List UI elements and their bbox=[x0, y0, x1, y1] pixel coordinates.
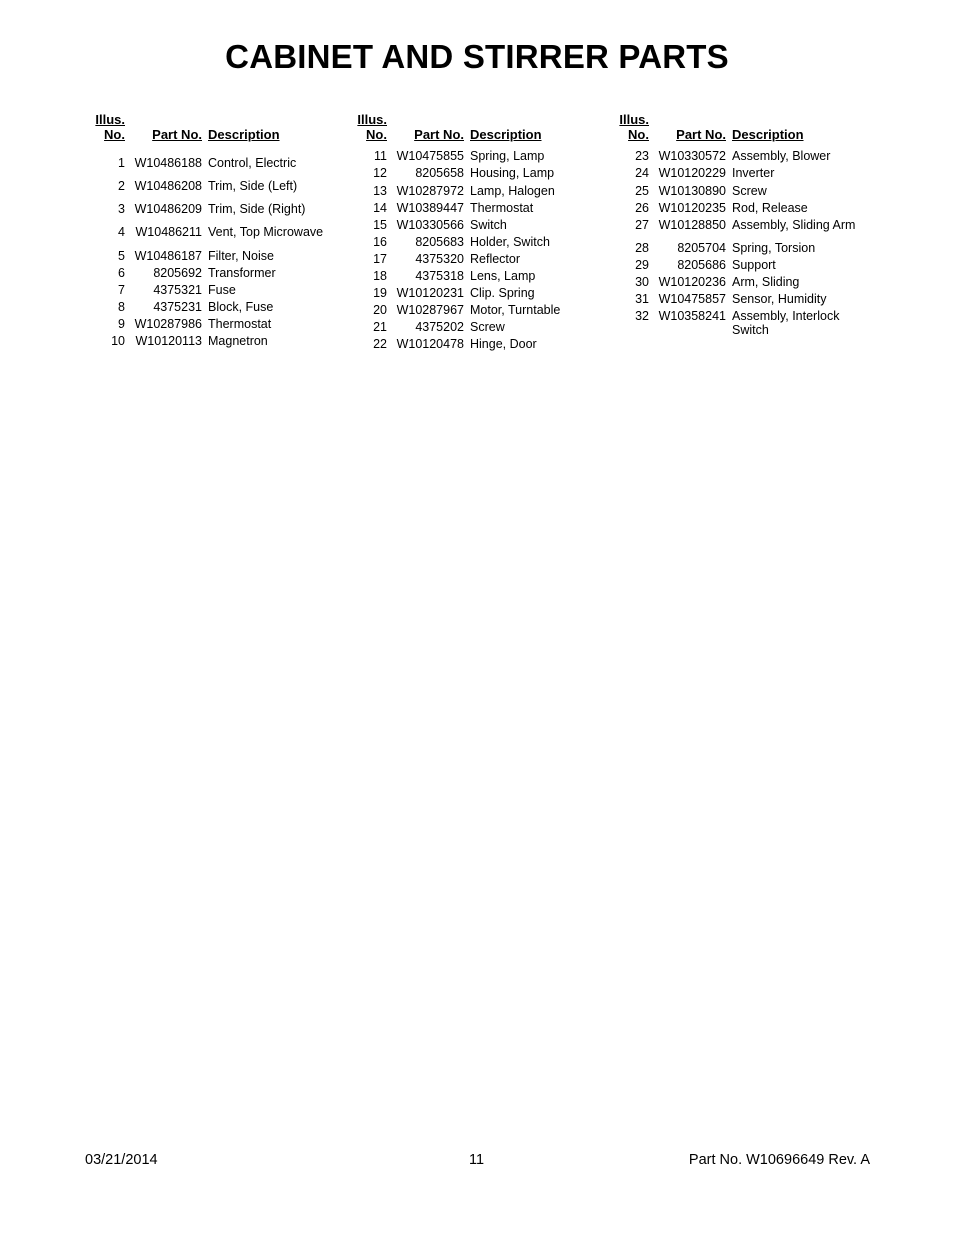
part-description: Trim, Side (Left) bbox=[208, 179, 298, 193]
part-number: W10486187 bbox=[134, 249, 202, 263]
part-number: 4375320 bbox=[415, 252, 464, 266]
illus-no: 19 bbox=[373, 286, 387, 300]
illus-no: 2 bbox=[118, 179, 125, 193]
part-description: Switch bbox=[470, 218, 507, 232]
part-number: W10120236 bbox=[658, 275, 726, 289]
part-number: W10486211 bbox=[135, 225, 202, 239]
part-description: Holder, Switch bbox=[470, 235, 550, 249]
illus-no: 20 bbox=[373, 303, 387, 317]
header-part-no: Part No. bbox=[414, 127, 464, 142]
illus-no: 12 bbox=[373, 166, 387, 180]
part-number: 4375202 bbox=[415, 320, 464, 334]
part-number: W10486209 bbox=[134, 202, 202, 216]
part-number: W10120235 bbox=[658, 201, 726, 215]
part-number: W10120229 bbox=[658, 166, 726, 180]
illus-no: 28 bbox=[635, 241, 649, 255]
header-illus: Illus. bbox=[619, 112, 649, 127]
illus-no: 31 bbox=[635, 292, 649, 306]
part-number: 8205683 bbox=[415, 235, 464, 249]
page-number: 11 bbox=[469, 1152, 485, 1168]
part-number: W10358241 bbox=[658, 309, 726, 323]
part-description: Arm, Sliding bbox=[732, 275, 800, 289]
illus-no: 4 bbox=[118, 225, 125, 239]
part-description: Hinge, Door bbox=[470, 337, 537, 351]
part-number: W10120113 bbox=[135, 334, 202, 348]
illus-no: 25 bbox=[635, 184, 649, 198]
part-number: 4375321 bbox=[153, 283, 202, 297]
part-description: Sensor, Humidity bbox=[732, 292, 827, 306]
part-number: W10475857 bbox=[658, 292, 726, 306]
header-part-no: Part No. bbox=[676, 127, 726, 142]
illus-no: 24 bbox=[635, 166, 649, 180]
part-description: Lamp, Halogen bbox=[470, 184, 555, 198]
header-illus: Illus. bbox=[357, 112, 387, 127]
part-description: Housing, Lamp bbox=[470, 166, 555, 180]
part-description: Reflector bbox=[470, 252, 521, 266]
illus-no: 7 bbox=[118, 283, 125, 297]
part-description: Rod, Release bbox=[732, 201, 808, 215]
part-description: Inverter bbox=[732, 166, 775, 180]
part-description: Clip. Spring bbox=[470, 286, 535, 300]
document-part-number: Part No. W10696649 Rev. A bbox=[688, 1152, 870, 1168]
header-no: No. bbox=[366, 127, 387, 142]
part-description: Screw bbox=[470, 320, 505, 334]
part-number: W10120478 bbox=[396, 337, 464, 351]
part-number: 8205658 bbox=[415, 166, 464, 180]
part-number: W10486208 bbox=[134, 179, 202, 193]
header-illus: Illus. bbox=[95, 112, 125, 127]
part-description: Assembly, Blower bbox=[732, 149, 831, 163]
illus-no: 27 bbox=[635, 218, 649, 232]
illus-no: 1 bbox=[118, 156, 125, 170]
part-description: Fuse bbox=[208, 283, 236, 297]
illus-no: 6 bbox=[118, 266, 125, 280]
part-number: 8205704 bbox=[677, 241, 726, 255]
illus-no: 11 bbox=[374, 149, 387, 163]
illus-no: 22 bbox=[373, 337, 387, 351]
footer-date: 03/21/2014 bbox=[85, 1152, 158, 1168]
illus-no: 21 bbox=[373, 320, 387, 334]
part-description: Control, Electric bbox=[208, 156, 297, 170]
part-number: W10287972 bbox=[396, 184, 464, 198]
part-number: 4375231 bbox=[153, 300, 202, 314]
part-description: Filter, Noise bbox=[208, 249, 274, 263]
illus-no: 9 bbox=[118, 317, 125, 331]
illus-no: 23 bbox=[635, 149, 649, 163]
illus-no: 14 bbox=[373, 201, 387, 215]
part-description: Assembly, Sliding Arm bbox=[732, 218, 856, 232]
illus-no: 30 bbox=[635, 275, 649, 289]
illus-no: 26 bbox=[635, 201, 649, 215]
part-description: Lens, Lamp bbox=[470, 269, 536, 283]
part-description: Thermostat bbox=[208, 317, 272, 331]
header-part-no: Part No. bbox=[152, 127, 202, 142]
part-number: 8205692 bbox=[153, 266, 202, 280]
illus-no: 18 bbox=[373, 269, 387, 283]
illus-no: 29 bbox=[635, 258, 649, 272]
illus-no: 15 bbox=[373, 218, 387, 232]
part-number: W10128850 bbox=[658, 218, 726, 232]
illus-no: 5 bbox=[118, 249, 125, 263]
part-description: Trim, Side (Right) bbox=[208, 202, 306, 216]
part-number: W10120231 bbox=[396, 286, 464, 300]
header-no: No. bbox=[104, 127, 125, 142]
part-description: Magnetron bbox=[208, 334, 268, 348]
part-number: W10130890 bbox=[658, 184, 726, 198]
page-title: CABINET AND STIRRER PARTS bbox=[225, 38, 729, 75]
illus-no: 8 bbox=[118, 300, 125, 314]
part-number: W10330566 bbox=[396, 218, 464, 232]
part-description: Screw bbox=[732, 184, 767, 198]
part-description: Vent, Top Microwave bbox=[208, 225, 324, 239]
part-number: 4375318 bbox=[415, 269, 464, 283]
part-description: Thermostat bbox=[470, 201, 534, 215]
part-number: W10475855 bbox=[396, 149, 464, 163]
part-description: Support bbox=[732, 258, 776, 272]
part-number: W10486188 bbox=[134, 156, 202, 170]
header-description: Description bbox=[208, 127, 280, 142]
header-no: No. bbox=[628, 127, 649, 142]
illus-no: 32 bbox=[635, 309, 649, 323]
part-description: Spring, Lamp bbox=[470, 149, 545, 163]
part-description: Block, Fuse bbox=[208, 300, 274, 314]
part-number: W10330572 bbox=[658, 149, 726, 163]
illus-no: 13 bbox=[373, 184, 387, 198]
part-number: W10287986 bbox=[134, 317, 202, 331]
illus-no: 3 bbox=[118, 202, 125, 216]
part-description: Transformer bbox=[208, 266, 276, 280]
illus-no: 16 bbox=[373, 235, 387, 249]
part-description: Motor, Turntable bbox=[470, 303, 561, 317]
illus-no: 10 bbox=[111, 334, 125, 348]
illus-no: 17 bbox=[373, 252, 387, 266]
part-number: W10389447 bbox=[396, 201, 464, 215]
header-description: Description bbox=[470, 127, 542, 142]
part-description: Spring, Torsion bbox=[732, 241, 816, 255]
part-description: Assembly, Interlock Switch bbox=[732, 309, 840, 337]
header-description: Description bbox=[732, 127, 804, 142]
part-number: 8205686 bbox=[677, 258, 726, 272]
part-number: W10287967 bbox=[396, 303, 464, 317]
